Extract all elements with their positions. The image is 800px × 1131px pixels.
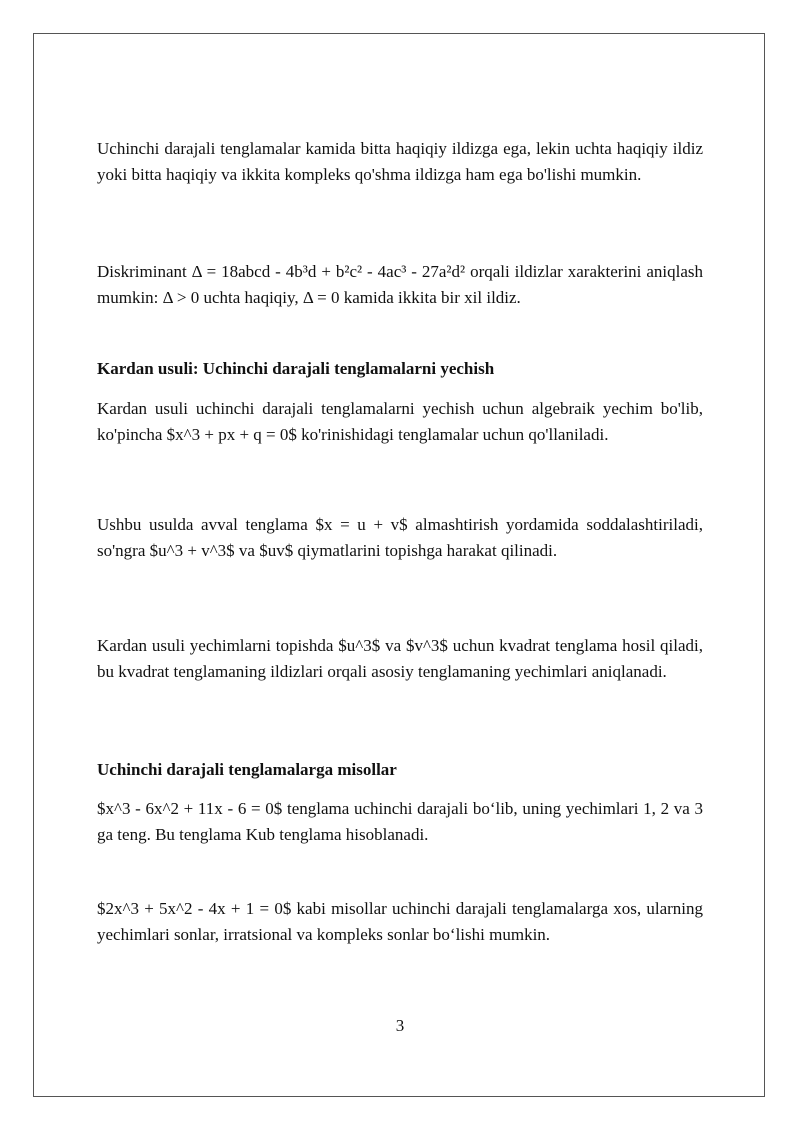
- paragraph-real-roots: Uchinchi darajali tenglamalar kamida bitta haqiqiy ildizga ega, lekin uchta haqiqiy ildiz yoki bitta haqiqiy va ikkita kompleks qo'shma ildizga ham ega bo'lishi mumkin.: [97, 139, 703, 184]
- page-number: 3: [395, 1016, 405, 1035]
- paragraph-example-2: $2x^3 + 5x^2 - 4x + 1 = 0$ kabi misollar uchinchi darajali tenglamalarga xos, ularning yechimlari sonlar, irratsional va kompleks sonlar bo‘lishi mumkin.: [97, 899, 703, 944]
- paragraph-discriminant: Diskriminant Δ = 18abcd - 4b³d + b²c² - 4ac³ - 27a²d² orqali ildizlar xarakterini aniqlash mumkin: Δ > 0 uchta haqiqiy, Δ = 0 kamida ikkita bir xil ildiz.: [97, 262, 703, 307]
- paragraph-cardano-quadratic: Kardan usuli yechimlarni topishda $u^3$ va $v^3$ uchun kvadrat tenglama hosil qiladi, bu kvadrat tenglamaning ildizlari orqali asosiy tenglamaning yechimlari aniqlanadi.: [97, 636, 703, 681]
- paragraph-example-1: $x^3 - 6x^2 + 11x - 6 = 0$ tenglama uchinchi darajali bo‘lib, uning yechimlari 1, 2 va 3 ga teng. Bu tenglama Kub tenglama hisoblanadi.: [97, 799, 703, 844]
- heading-cardano-method: Kardan usuli: Uchinchi darajali tenglamalarni yechish: [97, 359, 495, 378]
- heading-examples: Uchinchi darajali tenglamalarga misollar: [97, 760, 397, 779]
- paragraph-cardano-intro: Kardan usuli uchinchi darajali tenglamalarni yechish uchun algebraik yechim bo'lib, ko'pincha $x^3 + px + q = 0$ ko'rinishidagi tenglamalar uchun qo'llaniladi.: [97, 399, 703, 444]
- paragraph-cardano-substitution: Ushbu usulda avval tenglama $x = u + v$ almashtirish yordamida soddalashtiriladi, so'ngra $u^3 + v^3$ va $uv$ qiymatlarini topishga harakat qilinadi.: [97, 515, 703, 560]
